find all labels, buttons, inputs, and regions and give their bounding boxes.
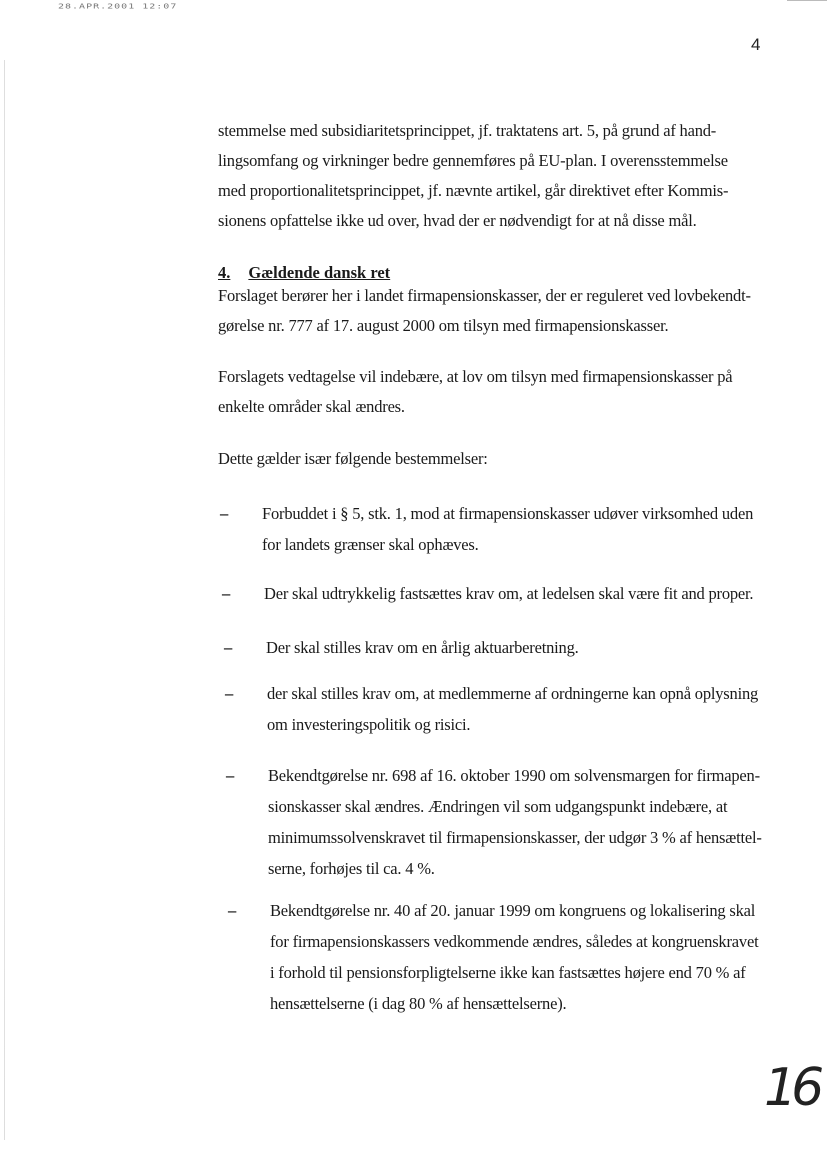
paragraph-line: enkelte områder skal ændres. — [218, 397, 405, 416]
paragraph-line: lingsomfang og virkninger bedre gennemføres på EU-plan. I overensstemmelse — [218, 151, 728, 170]
bullet-dash: – — [220, 504, 229, 523]
bullet-line: hensættelserne (i dag 80 % af hensættelserne). — [270, 994, 567, 1013]
fax-header-line: 28.APR.2001 12:07 — [58, 3, 178, 11]
paragraph-line: Forslagets vedtagelse vil indebære, at lov om tilsyn med firmapensionskasser på — [218, 367, 733, 386]
paragraph-provisions-intro — [218, 444, 778, 474]
bullet-body — [270, 895, 798, 1019]
bullet-line: Der skal udtrykkelig fastsættes krav om, at ledelsen skal være fit and proper. — [264, 584, 754, 603]
bullet-body — [264, 578, 792, 609]
bullet-line: Bekendtgørelse nr. 40 af 20. januar 1999 om kongruens og lokalisering skal — [270, 901, 756, 920]
paragraph-current-law — [218, 281, 778, 341]
bullet-line: om investeringspolitik og risici. — [267, 715, 471, 734]
bullet-dash: – — [225, 684, 234, 703]
bullet-body — [267, 678, 795, 740]
paragraph-line: gørelse nr. 777 af 17. august 2000 om tilsyn med firmapensionskasser. — [218, 316, 669, 335]
bullet-line: Der skal stilles krav om en årlig aktuarberetning. — [266, 638, 579, 657]
bullet-line: sionskasser skal ændres. Ændringen vil som udgangspunkt indebære, at — [268, 797, 728, 816]
bullet-line: Forbuddet i § 5, stk. 1, mod at firmapensionskasser udøver virksomhed uden — [262, 504, 754, 523]
top-edge-rule — [787, 0, 827, 1]
paragraph-line: Forslaget berører her i landet firmapensionskasser, der er reguleret ved lovbekendt- — [218, 286, 751, 305]
bullet-line: i forhold til pensionsforpligtelserne ikke kan fastsættes højere end 70 % af — [270, 963, 746, 982]
bullet-body — [262, 498, 790, 560]
bullet-body — [266, 632, 794, 663]
section-number: 4. — [218, 263, 231, 282]
paragraph-line: Dette gælder især følgende bestemmelser: — [218, 449, 488, 468]
bullet-body — [268, 760, 796, 884]
page-number: 4 — [751, 35, 761, 54]
bullet-line: minimumssolvenskravet til firmapensionskasser, der udgør 3 % af hensættel- — [268, 828, 762, 847]
bullet-line: for firmapensionskassers vedkommende ændres, således at kongruenskravet — [270, 932, 759, 951]
bullet-dash: – — [222, 584, 231, 603]
bullet-dash: – — [226, 766, 235, 785]
bullet-dash: – — [224, 638, 233, 657]
bullet-line: serne, forhøjes til ca. 4 %. — [268, 859, 435, 878]
paragraph-line: med proportionalitetsprincippet, jf. nævnte artikel, går direktivet efter Kommis- — [218, 181, 729, 200]
bullet-line: der skal stilles krav om, at medlemmerne af ordningerne kan opnå oplysning — [267, 684, 759, 703]
bullet-dash: – — [228, 901, 237, 920]
bullet-line: for landets grænser skal ophæves. — [262, 535, 479, 554]
paragraph-adoption — [218, 362, 778, 422]
paragraph-subsidiarity — [218, 116, 778, 236]
paragraph-line: stemmelse med subsidiaritetsprincippet, jf. traktatens art. 5, på grund af hand- — [218, 121, 717, 140]
scan-left-edge — [4, 60, 5, 1140]
paragraph-line: sionens opfattelse ikke ud over, hvad der er nødvendigt for at nå disse mål. — [218, 211, 697, 230]
handwritten-page-mark: 16 — [764, 1058, 819, 1118]
section-title: Gældende dansk ret — [248, 263, 391, 282]
bullet-line: Bekendtgørelse nr. 698 af 16. oktober 1990 om solvensmargen for firmapen- — [268, 766, 760, 785]
